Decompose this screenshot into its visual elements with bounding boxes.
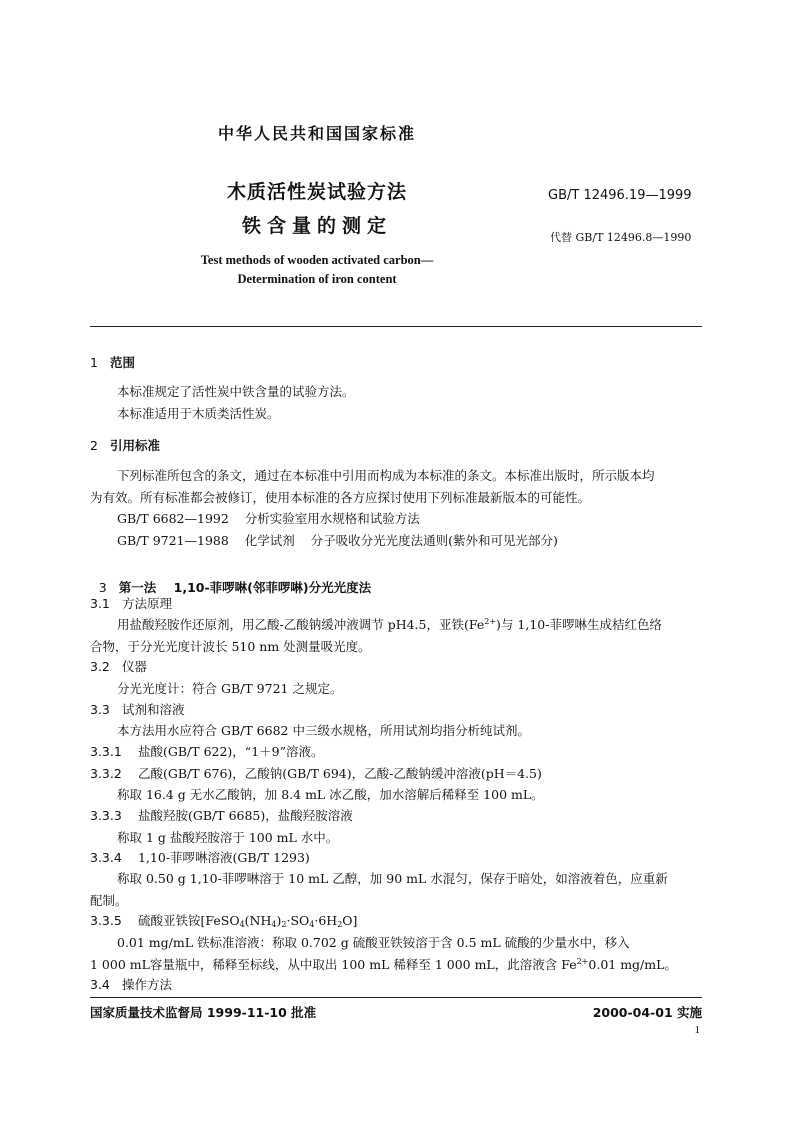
text-span: )与 1,10-菲啰啉生成桔红色络 xyxy=(496,617,662,632)
text-span: ) xyxy=(276,913,282,928)
section-3-3-para-1: 本方法用水应符合 GB/T 6682 中三级水规格，所用试剂均指分析纯试剂。 xyxy=(117,723,530,738)
superscript: 2+ xyxy=(484,617,497,626)
footer-divider xyxy=(90,997,702,998)
item-number: 3.3.3 xyxy=(90,808,122,823)
item-text: 盐酸羟胺(GB/T 6685)，盐酸羟胺溶液 xyxy=(138,808,353,823)
item-3-3-1 xyxy=(90,742,324,760)
reference-gb9721: GB/T 9721—1988 化学试剂 分子吸收分光光度法通则(紫外和可见光部分) xyxy=(117,533,558,548)
subscript: 2 xyxy=(281,920,287,929)
item-3-3-5-para-b xyxy=(90,954,702,975)
section-number: 3 xyxy=(98,580,107,595)
section-1-heading xyxy=(90,353,135,371)
section-3-1-para-1a xyxy=(117,614,702,635)
item-text: 盐酸(GB/T 622)，“1＋9”溶液。 xyxy=(138,744,324,759)
text-span: ·SO xyxy=(286,913,310,928)
item-text: 乙酸(GB/T 676)，乙酸钠(GB/T 694)，乙酸-乙酸钠缓冲溶液(pH＝4.5) xyxy=(138,766,542,781)
item-3-3-5-para-a: 0.01 mg/mL 铁标准溶液：称取 0.702 g 硫酸亚铁铵溶于含 0.5 mL 硫酸的少量水中，移入 xyxy=(117,935,630,950)
reference-gb6682: GB/T 6682—1992 分析实验室用水规格和试验方法 xyxy=(117,511,420,526)
section-number: 3.4 xyxy=(90,977,110,992)
section-2-heading xyxy=(90,436,160,454)
subscript: 4 xyxy=(239,920,245,929)
item-3-3-2-para: 称取 16.4 g 无水乙酸钠，加 8.4 mL 冰乙酸，加水溶解后稀释至 100 mL。 xyxy=(117,787,544,802)
text-span: 硫酸亚铁铵[FeSO xyxy=(138,913,240,928)
item-text: 1,10-菲啰啉溶液(GB/T 1293) xyxy=(138,850,310,865)
section-title: 第一法 1,10-菲啰啉(邻菲啰啉)分光光度法 xyxy=(118,580,372,595)
replaces-standard: 代替 GB/T 12496.8—1990 xyxy=(550,231,692,244)
section-3-2-para-1: 分光光度计：符合 GB/T 9721 之规定。 xyxy=(117,681,343,696)
national-standard-heading: 中华人民共和国国家标准 xyxy=(217,124,416,143)
item-number: 3.3.1 xyxy=(90,744,122,759)
item-3-3-4-para-b: 配制。 xyxy=(90,893,128,908)
section-number: 2 xyxy=(90,438,98,453)
section-title: 操作方法 xyxy=(122,977,173,992)
item-3-3-3 xyxy=(90,806,353,824)
item-3-3-3-para: 称取 1 g 盐酸羟胺溶于 100 mL 水中。 xyxy=(117,830,339,845)
item-number: 3.3.5 xyxy=(90,913,122,928)
implementation-date: 2000-04-01 实施 xyxy=(592,1005,702,1020)
page-number: 1 xyxy=(694,1024,700,1036)
item-number: 3.3.2 xyxy=(90,766,122,781)
header-divider xyxy=(90,326,702,327)
title-cn-line2: 铁含量的测定 xyxy=(241,215,392,237)
text-span: 用盐酸羟胺作还原剂，用乙酸-乙酸钠缓冲液调节 pH4.5，亚铁(Fe xyxy=(117,617,485,632)
section-3-1-para-1b: 合物，于分光光度计波长 510 nm 处测量吸光度。 xyxy=(90,639,371,654)
section-number: 1 xyxy=(90,355,98,370)
standard-number: GB/T 12496.19—1999 xyxy=(548,188,692,203)
section-title: 试剂和溶液 xyxy=(122,702,185,717)
item-3-3-5 xyxy=(90,911,357,929)
subscript: 2 xyxy=(337,920,343,929)
item-3-3-4 xyxy=(90,848,310,866)
section-title: 方法原理 xyxy=(122,596,173,611)
section-title: 仪器 xyxy=(122,659,148,674)
title-en-line2: Determination of iron content xyxy=(237,272,397,286)
superscript: 2+ xyxy=(576,957,589,966)
title-cn-line1: 木质活性炭试验方法 xyxy=(226,181,407,203)
item-number: 3.3.4 xyxy=(90,850,122,865)
text-span: 0.01 mg/mL。 xyxy=(588,957,677,972)
section-3-2-heading xyxy=(90,657,147,675)
section-3-heading xyxy=(90,563,371,596)
approval-info: 国家质量技术监督局 1999-11-10 批准 xyxy=(90,1005,317,1020)
subscript: 4 xyxy=(271,920,277,929)
text-span: ·6H xyxy=(314,913,338,928)
subscript: 4 xyxy=(309,920,315,929)
section-1-para-2: 本标准适用于木质类活性炭。 xyxy=(117,406,280,421)
item-3-3-4-para-a: 称取 0.50 g 1,10-菲啰啉溶于 10 mL 乙醇，加 90 mL 水混匀，保存于暗处，如溶液着色，应重新 xyxy=(117,871,668,886)
text-span: (NH xyxy=(244,913,272,928)
item-3-3-2 xyxy=(90,764,542,782)
formula xyxy=(138,913,357,928)
section-number: 3.1 xyxy=(90,596,110,611)
section-number: 3.2 xyxy=(90,659,110,674)
section-2-para-1b: 为有效。所有标准都会被修订，使用本标准的各方应探讨使用下列标准最新版本的可能性。 xyxy=(90,490,591,505)
section-1-para-1: 本标准规定了活性炭中铁含量的试验方法。 xyxy=(117,384,355,399)
text-span: 1 000 mL容量瓶中，稀释至标线，从中取出 100 mL 稀释至 1 000 mL，此溶液含 Fe xyxy=(90,957,577,972)
section-number: 3.3 xyxy=(90,702,110,717)
section-3-1-heading xyxy=(90,594,172,612)
section-title: 范围 xyxy=(110,355,136,370)
section-3-3-heading xyxy=(90,700,185,718)
section-2-para-1a: 下列标准所包含的条文，通过在本标准中引用而构成为本标准的条文。本标准出版时，所示版本均 xyxy=(117,468,655,483)
title-en-line1: Test methods of wooden activated carbon— xyxy=(200,253,434,267)
section-title: 引用标准 xyxy=(110,438,161,453)
section-3-4-heading xyxy=(90,975,172,993)
text-span: O] xyxy=(342,913,358,928)
